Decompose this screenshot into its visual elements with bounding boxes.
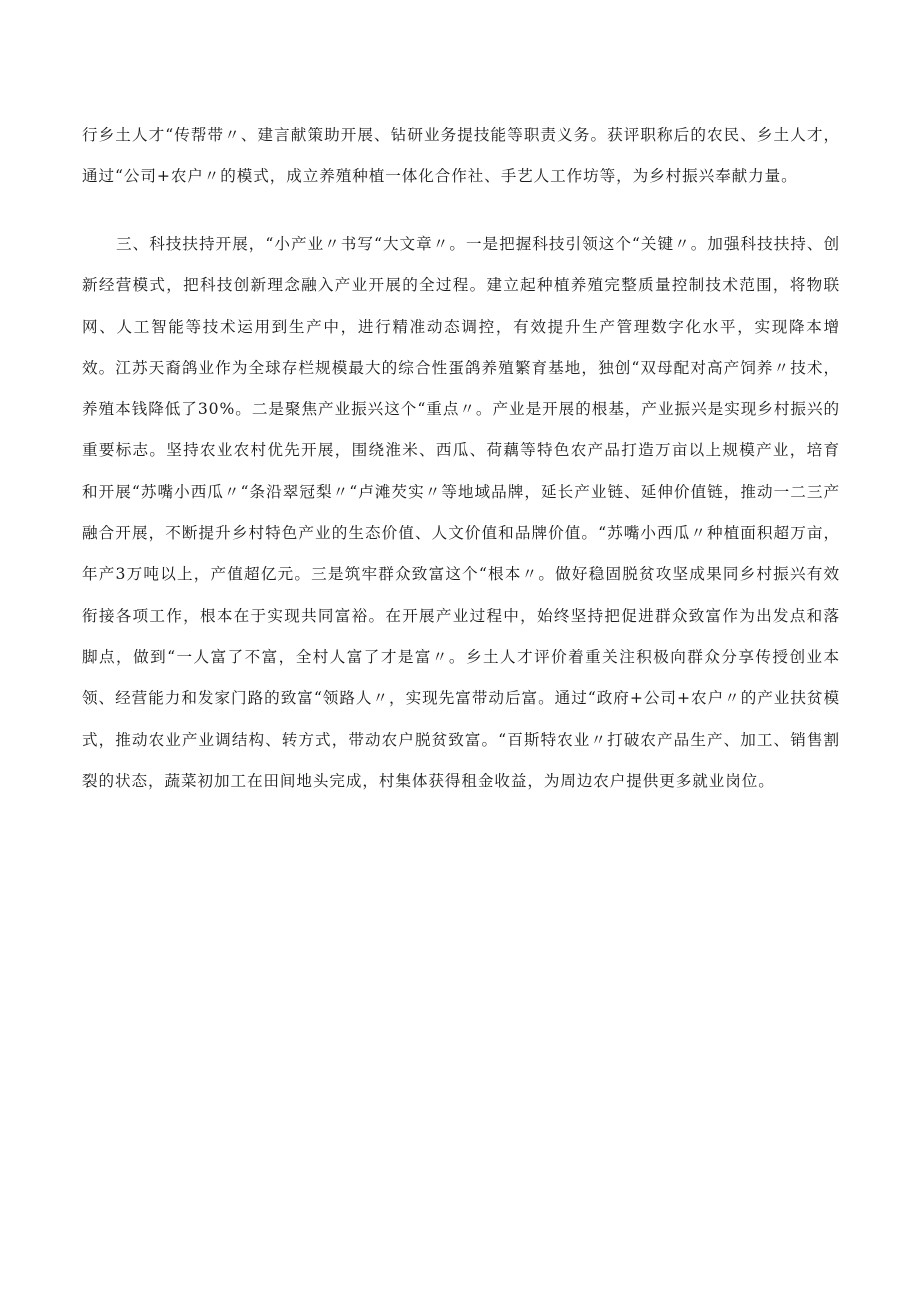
paragraph-2: 三、科技扶持开展，“小产业〃书写“大文章〃。一是把握科技引领这个“关键〃。加强科技扶持、创新经营模式，把科技创新理念融入产业开展的全过程。建立起种植养殖完整质量控制技术范围，将物联网、人工智能等技术运用到生产中，进行精准动态调控，有效提升生产管理数字化水平，实现降本增效。江苏天裔鸽业作为全球存栏规模最大的综合性蛋鸽养殖繁育基地，独创“双母配对高产饲养〃技术，养殖本钱降低了30%。二是聚焦产业振兴这个“重点〃。产业是开展的根基，产业振兴是实现乡村振兴的重要标志。坚持农业农村优先开展，围绕淮米、西瓜、荷藕等特色农产品打造万亩以上规模产业，培育和开展“苏嘴小西瓜〃“条沿翠冠梨〃“卢滩芡实〃等地域品牌，延长产业链、延伸价值链，推动一二三产融合开展，不断提升乡村特色产业的生态价值、人文价值和品牌价值。“苏嘴小西瓜〃种植面积超万亩，年产3万吨以上，产值超亿元。三是筑牢群众致富这个“根本〃。做好稳固脱贫攻坚成果同乡村振兴有效衔接各项工作，根本在于实现共同富裕。在开展产业过程中，始终坚持把促进群众致富作为出发点和落脚点，做到“一人富了不富，全村人富了才是富〃。乡土人才评价着重关注积极向群众分享传授创业本领、经营能力和发家门路的致富“领路人〃，实现先富带动后富。通过“政府+公司+农户〃的产业扶贫模式，推动农业产业调结构、转方式，带动农户脱贫致富。“百斯特农业〃打破农产品生产、加工、销售割裂的状态，蔬菜初加工在田间地头完成，村集体获得租金收益，为周边农户提供更多就业岗位。 bbox=[82, 235, 840, 790]
paragraph-1: 行乡土人才“传帮带〃、建言献策助开展、钻研业务提技能等职责义务。获评职称后的农民、乡土人才，通过“公司+农户〃的模式，成立养殖种植一体化合作社、手艺人工作坊等，为乡村振兴奉献力量。 bbox=[82, 126, 840, 186]
